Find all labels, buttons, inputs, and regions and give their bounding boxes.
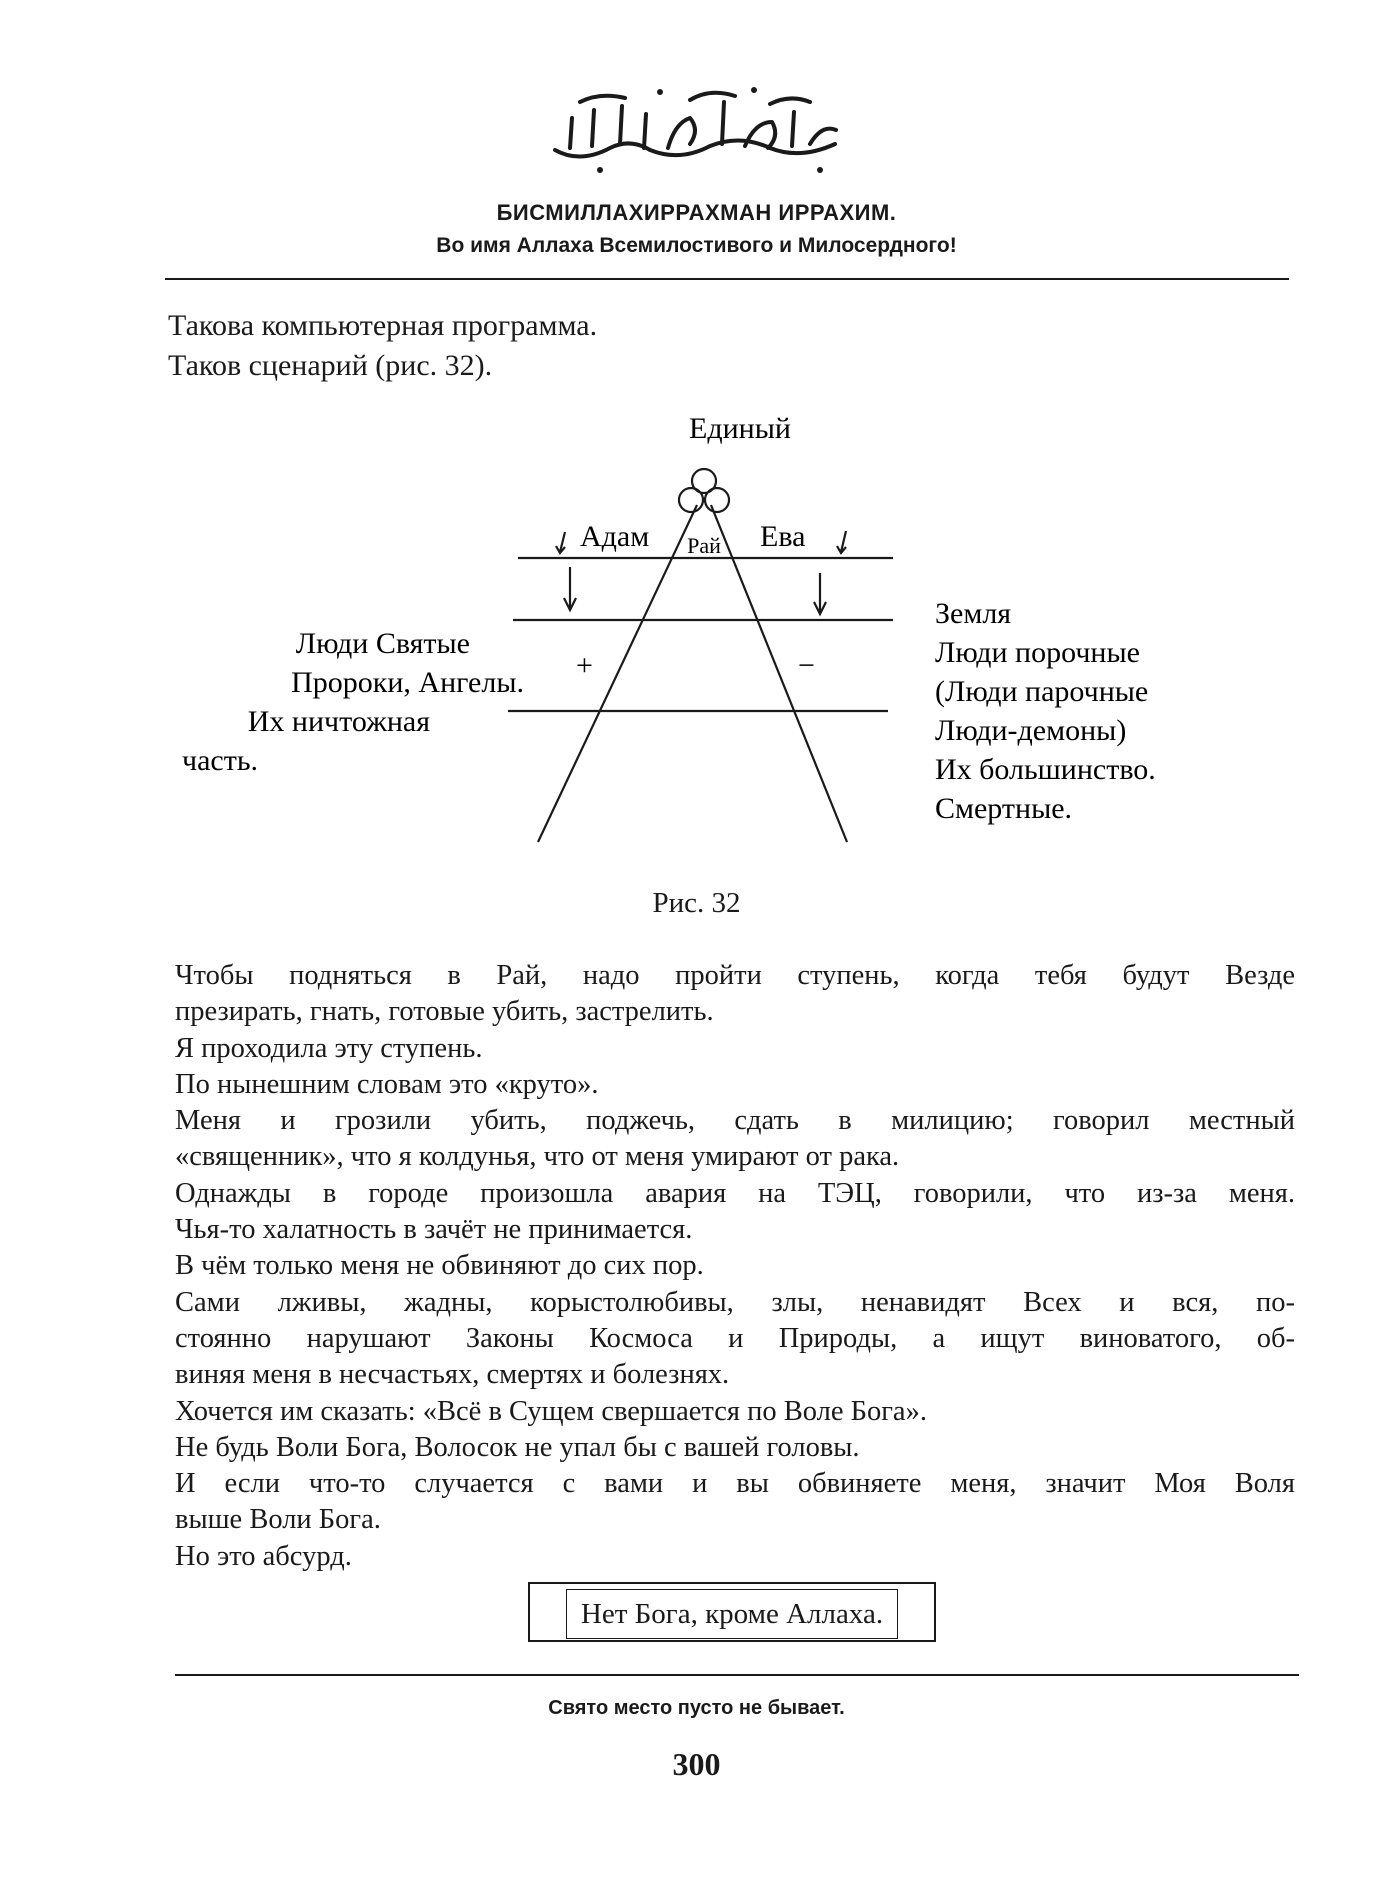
body-line: Хочется им сказать: «Всё в Сущем свершается по Воле Бога».	[175, 1395, 927, 1427]
body-line: виняя меня в несчастьях, смертях и болезнях.	[175, 1359, 730, 1391]
body-line: В чём только меня не обвиняют до сих пор.	[175, 1250, 704, 1282]
diagram-label-rai: Рай	[687, 533, 721, 558]
body-line: выше Воли Бога.	[175, 1504, 381, 1536]
body-line: Чья-то халатность в зачёт не принимается.	[175, 1214, 693, 1246]
figure-caption: Рис. 32	[652, 887, 741, 919]
diagram-pyramid-right-side	[711, 505, 847, 842]
body-line: Но это абсурд.	[175, 1540, 352, 1572]
body-line: Меня и грозили убить, поджечь, сдать в милицию; говорил местный	[175, 1105, 1295, 1137]
diagram-label-eva: Ева	[760, 520, 806, 553]
diagram-circle-left	[679, 488, 703, 512]
diagram-left-line: Их ничтожная	[247, 705, 430, 738]
figure-32-diagram	[170, 405, 1230, 865]
diagram-right-line: Их большинство.	[935, 753, 1156, 786]
diagram-left-line: Люди Святые	[295, 627, 470, 660]
basmala-translation: Во имя Аллаха Всемилостивого и Милосердного!	[436, 234, 957, 257]
body-line: «священник», что я колдунья, что от меня умирают от рака.	[175, 1141, 900, 1173]
body-text	[175, 958, 1295, 1575]
diagram-left-line: часть.	[182, 744, 259, 777]
intro-text	[168, 306, 597, 386]
diagram-right-line: Люди-демоны)	[935, 714, 1127, 747]
framed-statement-text: Нет Бога, кроме Аллаха.	[566, 1589, 898, 1639]
body-line: стоянно нарушают Законы Космоса и Природы, а ищут виноватого, об-	[175, 1322, 1295, 1354]
body-line: Я проходила эту ступень.	[175, 1032, 483, 1064]
diagram-left-line: Пророки, Ангелы.	[291, 666, 524, 699]
body-line: И если что-то случается с вами и вы обвиняете меня, значит Моя Воля	[175, 1468, 1295, 1500]
body-line: Чтобы подняться в Рай, надо пройти ступень, когда тебя будут Везде	[175, 960, 1295, 991]
footer-divider	[175, 1674, 1299, 1676]
diagram-pyramid-left-side	[538, 505, 697, 842]
diagram-right-line: (Люди парочные	[935, 675, 1149, 708]
body-line: Однажды в городе произошла авария на ТЭЦ, говорили, что из-за меня.	[175, 1177, 1295, 1209]
framed-statement	[528, 1582, 936, 1642]
basmala-transliteration: БИСМИЛЛАХИРРАХМАН ИРРАХИМ.	[496, 200, 897, 225]
basmala-calligraphy	[540, 78, 850, 178]
diagram-sign-plus: +	[576, 649, 593, 682]
body-line: По нынешним словам это «круто».	[175, 1068, 599, 1100]
diagram-label-adam: Адам	[580, 520, 650, 553]
body-line: Сами лживы, жадны, корыстолюбивы, злы, ненавидят Всех и вся, по-	[175, 1286, 1295, 1318]
intro-line: Таков сценарий (рис. 32).	[168, 349, 493, 382]
diagram-right-line: Смертные.	[935, 792, 1073, 825]
footer-proverb: Свято место пусто не бывает.	[548, 1697, 845, 1719]
page-number: 300	[672, 1746, 721, 1782]
header-divider	[165, 278, 1289, 280]
diagram-sign-minus: −	[798, 649, 815, 682]
diagram-circle-right	[705, 488, 729, 512]
diagram-right-line: Земля	[935, 597, 1012, 630]
intro-line: Такова компьютерная программа.	[168, 309, 598, 342]
diagram-label-edinyi: Единый	[689, 412, 791, 445]
body-line: Не будь Воли Бога, Волосок не упал бы с вашей головы.	[175, 1431, 860, 1463]
body-line: презирать, гнать, готовые убить, застрелить.	[175, 996, 714, 1028]
diagram-right-line: Люди порочные	[935, 636, 1140, 669]
